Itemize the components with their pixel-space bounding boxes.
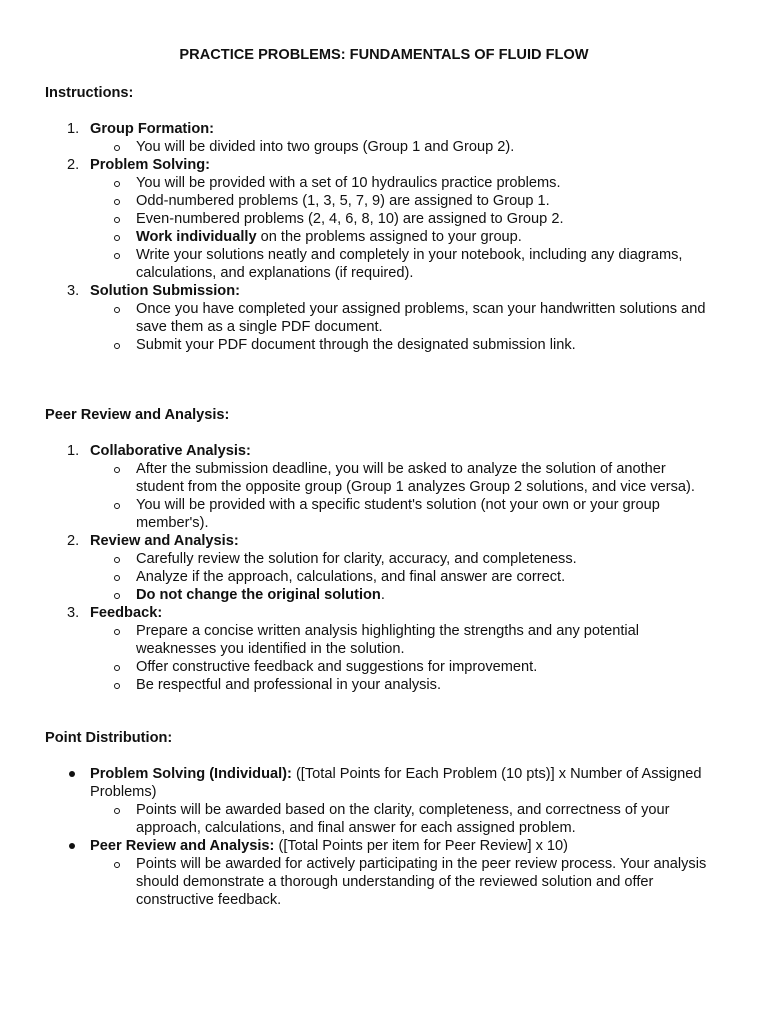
sub-item-text: Points will be awarded based on the clarity, completeness, and correctness of your approach, calculations, and final answer for each assigned problem. xyxy=(136,802,670,836)
sub-item-text: Even-numbered problems (2, 4, 6, 8, 10) are assigned to Group 2. xyxy=(136,211,564,227)
sub-item xyxy=(0,336,768,354)
sub-item-text: Write your solutions neatly and completely in your notebook, including any diagrams, calculations, and explanations (if required). xyxy=(136,247,683,281)
sub-item-text: After the submission deadline, you will be asked to analyze the solution of another student from the opposite group (Group 1 analyzes Group 2 solutions, and vice versa). xyxy=(136,461,695,495)
sub-item-bold-text: Do not change the original solution xyxy=(136,587,381,603)
item-heading: Solution Submission: xyxy=(90,283,240,299)
instruction-item-solution-submission xyxy=(0,282,768,300)
sub-item xyxy=(0,174,768,192)
circle-bullet-icon xyxy=(114,199,120,205)
sub-item-text: Points will be awarded for actively participating in the peer review process. Your analysis should demonstrate a thorough understanding of the reviewed solution and offer constructive feedback. xyxy=(136,856,707,908)
item-text: ([Total Points for Each Problem (10 pts)] x Number of Assigned Problems) xyxy=(90,766,702,800)
peer-review-heading: Peer Review and Analysis: xyxy=(45,407,230,423)
item-number: 3. xyxy=(67,283,80,299)
sub-item xyxy=(0,801,768,837)
peer-review-list xyxy=(0,442,768,694)
circle-bullet-icon xyxy=(114,503,120,509)
sub-item-text: Carefully review the solution for clarity, accuracy, and completeness. xyxy=(136,551,577,567)
sub-item xyxy=(0,460,768,496)
circle-bullet-icon xyxy=(114,181,120,187)
circle-bullet-icon xyxy=(114,217,120,223)
sub-item xyxy=(0,622,768,658)
circle-bullet-icon xyxy=(114,467,120,473)
item-text: ([Total Points per item for Peer Review] x 10) xyxy=(274,838,569,854)
circle-bullet-icon xyxy=(114,307,120,313)
instructions-heading: Instructions: xyxy=(45,85,134,101)
item-heading: Peer Review and Analysis: xyxy=(90,838,275,854)
item-number: 2. xyxy=(67,533,80,549)
sub-item xyxy=(0,586,768,604)
item-heading: Feedback: xyxy=(90,605,163,621)
sub-item xyxy=(0,658,768,676)
sub-item xyxy=(0,568,768,586)
circle-bullet-icon xyxy=(114,593,120,599)
circle-bullet-icon xyxy=(114,683,120,689)
circle-bullet-icon xyxy=(114,629,120,635)
sub-item xyxy=(0,496,768,532)
sub-item-text: Analyze if the approach, calculations, and final answer are correct. xyxy=(136,569,566,585)
peer-item-collaborative-analysis xyxy=(0,442,768,460)
circle-bullet-icon xyxy=(114,808,120,814)
bullet-dot-icon xyxy=(69,843,75,849)
circle-bullet-icon xyxy=(114,862,120,868)
sub-item xyxy=(0,228,768,246)
circle-bullet-icon xyxy=(114,145,120,151)
instructions-list xyxy=(0,120,768,354)
peer-item-feedback xyxy=(0,604,768,622)
sub-item-text: Once you have completed your assigned problems, scan your handwritten solutions and save them as a single PDF document. xyxy=(136,301,706,335)
sub-item-text: Be respectful and professional in your analysis. xyxy=(136,677,442,693)
circle-bullet-icon xyxy=(114,253,120,259)
sub-item xyxy=(0,138,768,156)
point-distribution-heading: Point Distribution: xyxy=(45,730,173,746)
item-heading: Group Formation: xyxy=(90,121,215,137)
item-heading: Problem Solving (Individual): xyxy=(90,766,292,782)
sub-item-text: on the problems assigned to your group. xyxy=(256,229,522,245)
circle-bullet-icon xyxy=(114,665,120,671)
point-distribution-list xyxy=(0,765,768,909)
item-number: 1. xyxy=(67,443,80,459)
bullet-dot-icon xyxy=(69,771,75,777)
item-number: 2. xyxy=(67,157,80,173)
sub-item xyxy=(0,246,768,282)
sub-item-text: You will be provided with a set of 10 hydraulics practice problems. xyxy=(136,175,561,191)
sub-item xyxy=(0,210,768,228)
sub-item-text: You will be provided with a specific student's solution (not your own or your group member's). xyxy=(136,497,660,531)
item-heading: Review and Analysis: xyxy=(90,533,239,549)
instruction-item-group-formation xyxy=(0,120,768,138)
item-number: 3. xyxy=(67,605,80,621)
circle-bullet-icon xyxy=(114,235,120,241)
item-heading: Problem Solving: xyxy=(90,157,211,173)
peer-item-review-and-analysis xyxy=(0,532,768,550)
points-item-problem-solving xyxy=(0,765,768,801)
sub-item xyxy=(0,300,768,336)
points-item-peer-review xyxy=(0,837,768,855)
sub-item-text: You will be divided into two groups (Group 1 and Group 2). xyxy=(136,139,515,155)
sub-item-text: Prepare a concise written analysis highlighting the strengths and any potential weaknesses you identified in the solution. xyxy=(136,623,639,657)
sub-item xyxy=(0,550,768,568)
circle-bullet-icon xyxy=(114,343,120,349)
sub-item-bold-text: Work individually xyxy=(136,229,257,245)
sub-item-text: Odd-numbered problems (1, 3, 5, 7, 9) are assigned to Group 1. xyxy=(136,193,550,209)
item-heading: Collaborative Analysis: xyxy=(90,443,251,459)
sub-item-text: . xyxy=(380,587,385,603)
circle-bullet-icon xyxy=(114,575,120,581)
sub-item xyxy=(0,676,768,694)
sub-item-text: Offer constructive feedback and suggestions for improvement. xyxy=(136,659,538,675)
instruction-item-problem-solving xyxy=(0,156,768,174)
sub-item xyxy=(0,855,768,909)
circle-bullet-icon xyxy=(114,557,120,563)
sub-item-text: Submit your PDF document through the designated submission link. xyxy=(136,337,576,353)
page-title: PRACTICE PROBLEMS: FUNDAMENTALS OF FLUID FLOW xyxy=(179,47,589,63)
item-number: 1. xyxy=(67,121,80,137)
sub-item xyxy=(0,192,768,210)
